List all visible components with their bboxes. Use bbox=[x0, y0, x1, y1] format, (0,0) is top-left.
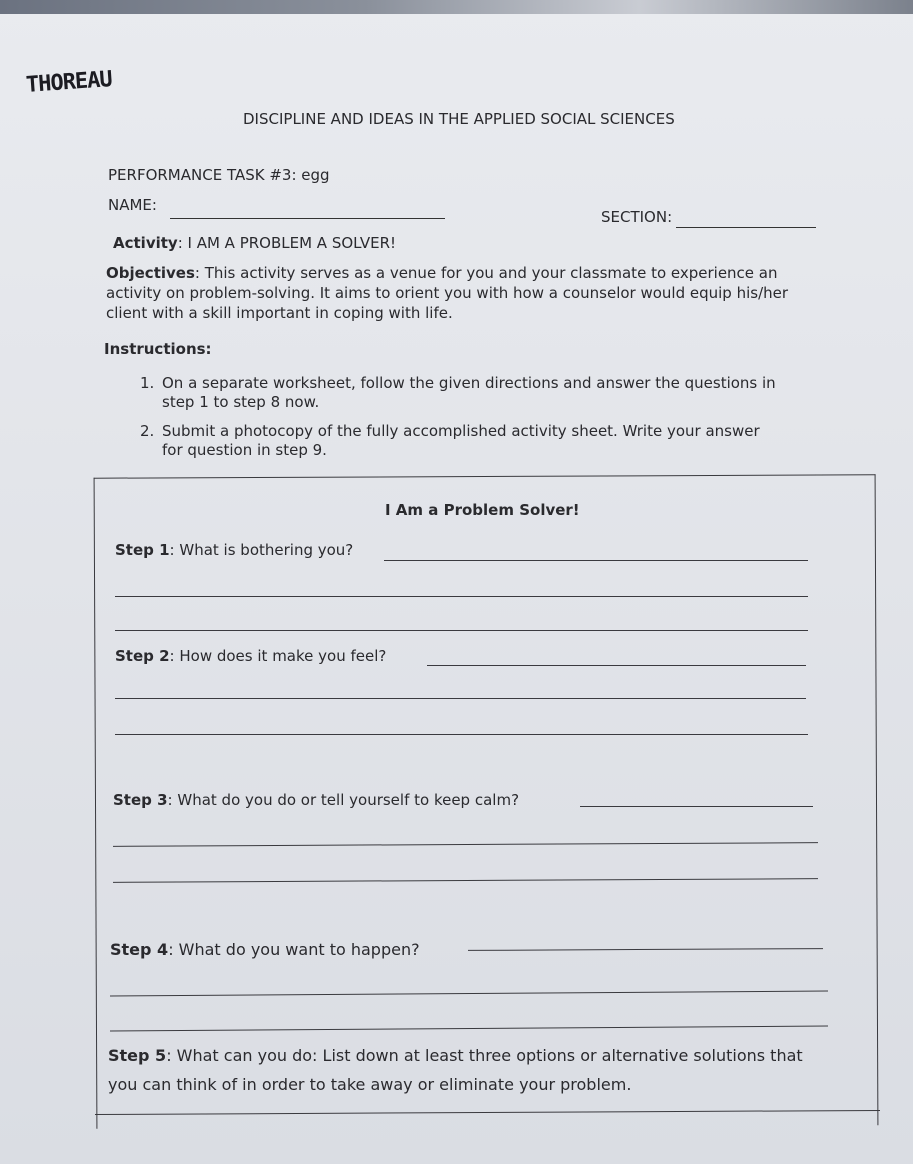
step-label: Step 4 bbox=[110, 940, 169, 959]
activity-label: Activity bbox=[113, 234, 178, 252]
handwritten-name: THOREAU bbox=[25, 67, 113, 98]
step-question: : What is bothering you? bbox=[169, 541, 354, 559]
step-question: : How does it make you feel? bbox=[169, 647, 387, 665]
name-label: NAME: bbox=[108, 196, 157, 214]
instruction-text-cont: for question in step 9. bbox=[162, 441, 327, 459]
answer-line[interactable] bbox=[115, 630, 808, 631]
answer-line[interactable] bbox=[115, 698, 806, 699]
performance-task-heading: PERFORMANCE TASK #3: egg bbox=[108, 166, 330, 184]
section-field[interactable] bbox=[676, 227, 816, 228]
instruction-text: Submit a photocopy of the fully accomplished activity sheet. Write your answer bbox=[162, 422, 760, 440]
step-label: Step 5 bbox=[108, 1046, 167, 1065]
step-3 bbox=[113, 791, 519, 809]
instruction-item bbox=[140, 374, 820, 412]
section-label: SECTION: bbox=[601, 208, 673, 226]
step-5-cont: you can think of in order to take away or eliminate your problem. bbox=[108, 1075, 632, 1094]
step-question: : What do you want to happen? bbox=[168, 940, 420, 959]
name-field[interactable] bbox=[170, 218, 445, 219]
instruction-text: On a separate worksheet, follow the given directions and answer the questions in bbox=[162, 374, 776, 392]
step-question: : What do you do or tell yourself to keep calm? bbox=[167, 791, 520, 809]
instructions-heading: Instructions: bbox=[104, 340, 212, 358]
objectives-text: : This activity serves as a venue for you and your classmate to experience an activity on problem-solving. It aims to orient you with how a counselor would equip his/her client with a skill important in coping with life. bbox=[106, 264, 789, 322]
step-label: Step 2 bbox=[115, 647, 170, 665]
background-strip bbox=[0, 0, 913, 14]
step-2 bbox=[115, 647, 386, 665]
answer-line[interactable] bbox=[427, 665, 806, 666]
step-question: : What can you do: List down at least three options or alternative solutions that bbox=[166, 1046, 803, 1065]
step-label: Step 3 bbox=[113, 791, 168, 809]
worksheet-title: I Am a Problem Solver! bbox=[385, 501, 580, 519]
instruction-text-cont: step 1 to step 8 now. bbox=[162, 393, 320, 411]
instruction-number: 2. bbox=[140, 422, 155, 440]
answer-line[interactable] bbox=[115, 734, 808, 735]
instruction-number: 1. bbox=[140, 374, 155, 392]
instruction-item bbox=[140, 422, 820, 460]
activity-text: : I AM A PROBLEM A SOLVER! bbox=[177, 234, 397, 252]
step-1 bbox=[115, 541, 353, 559]
step-5 bbox=[108, 1046, 803, 1065]
activity-line bbox=[113, 234, 396, 252]
answer-line[interactable] bbox=[384, 560, 808, 561]
step-label: Step 1 bbox=[115, 541, 170, 559]
document-title: DISCIPLINE AND IDEAS IN THE APPLIED SOCIAL SCIENCES bbox=[243, 110, 675, 128]
answer-line[interactable] bbox=[580, 806, 813, 807]
step-4 bbox=[110, 940, 420, 959]
objectives-paragraph bbox=[106, 263, 831, 323]
answer-line[interactable] bbox=[115, 596, 808, 597]
objectives-label: Objectives bbox=[106, 264, 195, 282]
